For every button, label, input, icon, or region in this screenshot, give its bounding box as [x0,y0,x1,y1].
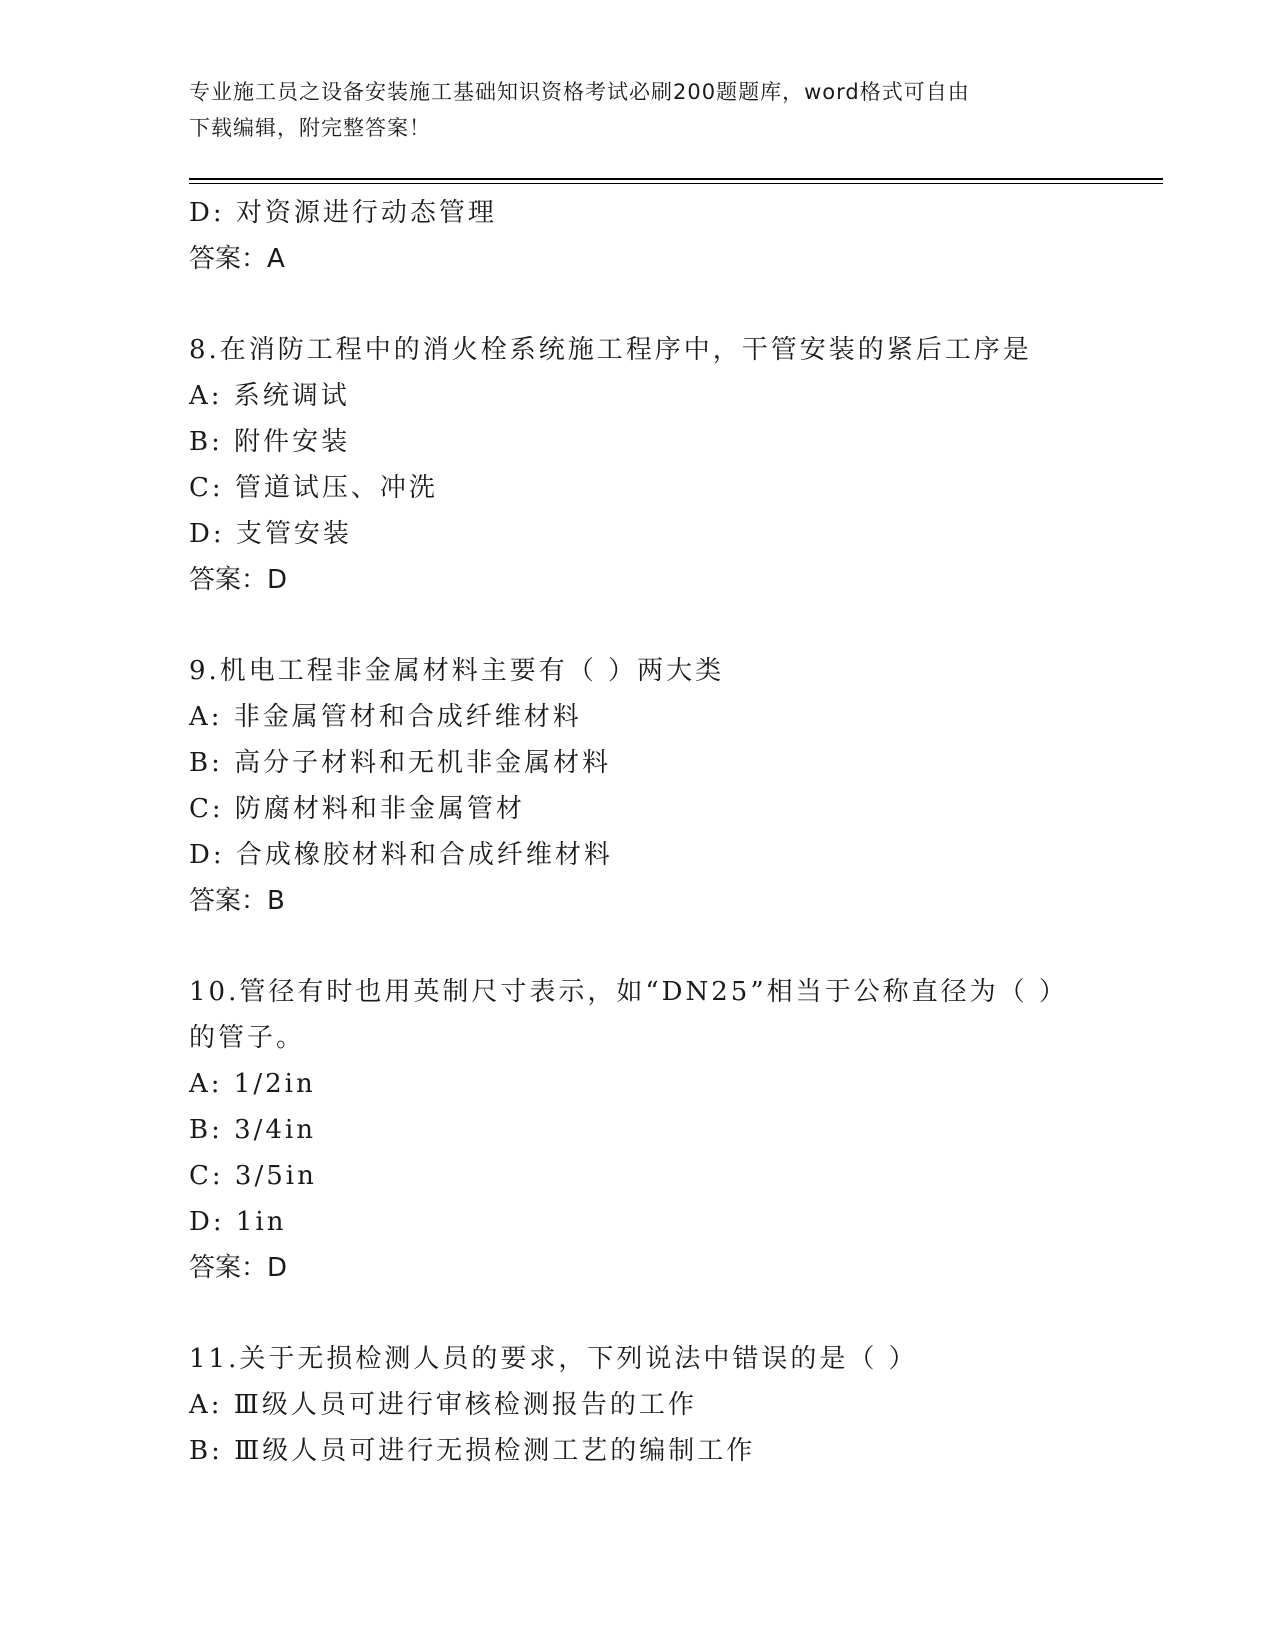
question-11 [189,1336,1089,1474]
question-text: 11.关于无损检测人员的要求，下列说法中错误的是（ ） [189,1344,918,1374]
option-d: D: 合成橡胶材料和合成纤维材料 [189,840,613,870]
answer: 答案：D [189,1253,288,1283]
previous-question-tail [189,190,1089,282]
option-d: D: 1in [189,1207,287,1237]
answer: 答案：A [189,244,285,274]
question-text-line-2: 的管子。 [189,1023,306,1053]
option-c: C: 防腐材料和非金属管材 [189,794,525,824]
option-a: A: 1/2in [189,1069,316,1099]
option-b: B: Ⅲ级人员可进行无损检测工艺的编制工作 [189,1436,756,1466]
document-header [189,74,1069,146]
question-9 [189,648,1089,924]
header-divider-thick [189,178,1163,180]
question-text: 9.机电工程非金属材料主要有（ ）两大类 [189,656,725,686]
option-b: B: 3/4in [189,1115,317,1145]
option-d: D: 支管安装 [189,519,352,549]
option-a: A: 系统调试 [189,381,350,411]
option-a: A: Ⅲ级人员可进行审核检测报告的工作 [189,1390,697,1420]
option-d: D: 对资源进行动态管理 [189,198,497,228]
option-c: C: 管道试压、冲洗 [189,473,438,503]
header-line-1: 专业施工员之设备安装施工基础知识资格考试必刷200题题库，word格式可自由 [189,80,970,104]
header-divider-thin [189,183,1163,184]
answer: 答案：D [189,565,288,595]
question-8 [189,327,1089,603]
question-list [189,190,1089,1474]
answer: 答案：B [189,886,285,916]
option-a: A: 非金属管材和合成纤维材料 [189,702,582,732]
option-b: B: 附件安装 [189,427,351,457]
question-text-line-1: 10.管径有时也用英制尺寸表示，如“DN25”相当于公称直径为（ ） [189,977,1068,1007]
option-c: C: 3/5in [189,1161,317,1191]
question-10 [189,969,1089,1291]
option-b: B: 高分子材料和无机非金属材料 [189,748,612,778]
question-text: 8.在消防工程中的消火栓系统施工程序中，干管安装的紧后工序是 [189,335,1032,365]
header-line-2: 下载编辑，附完整答案！ [189,116,431,140]
